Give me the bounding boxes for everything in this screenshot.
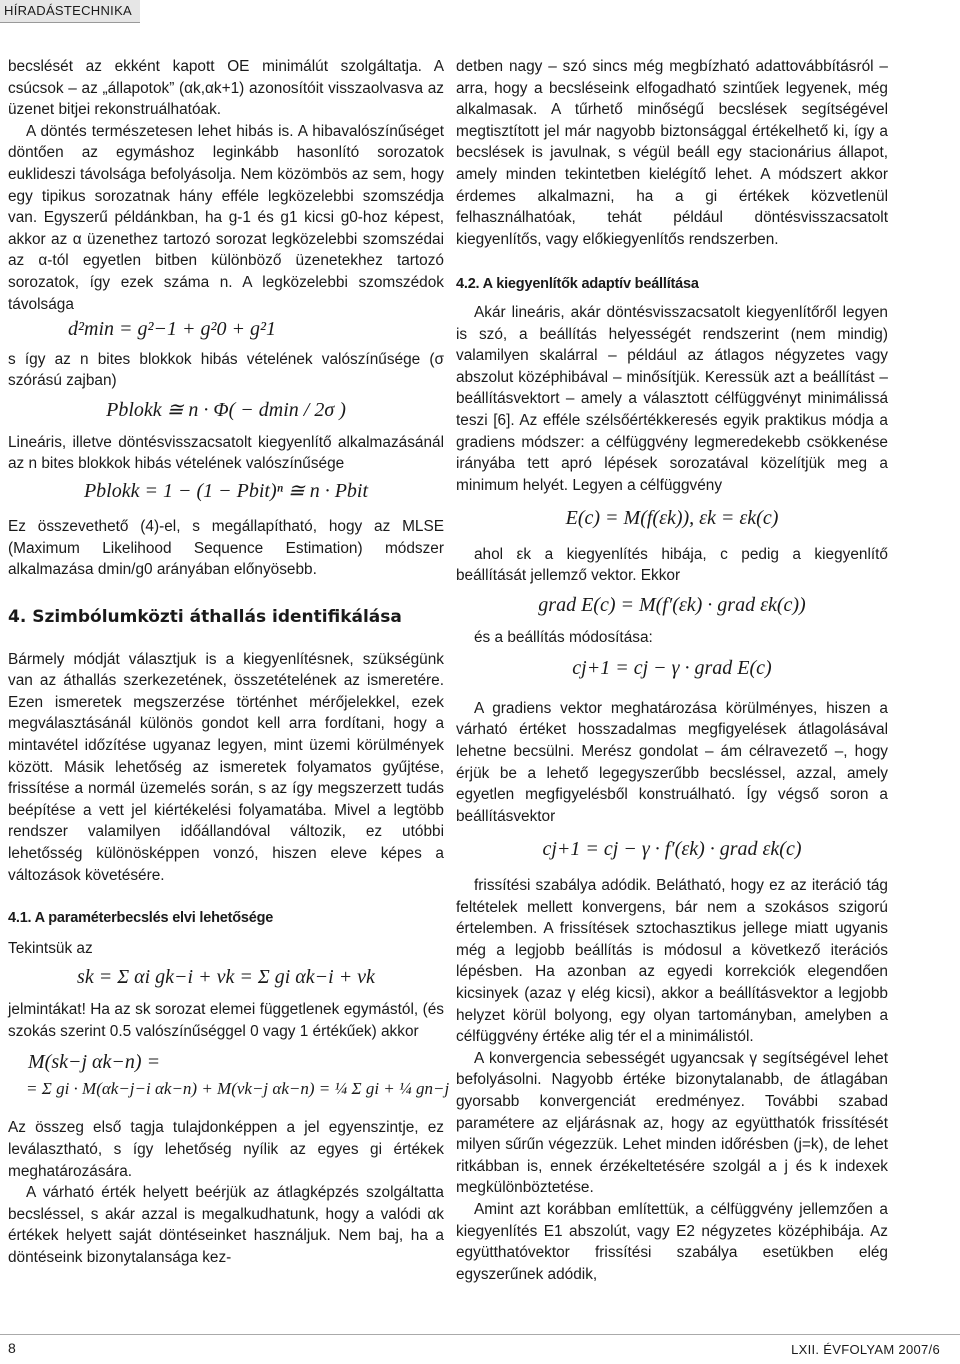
equation-pblokk-mlse: Pblokk ≅ n · Φ( − dmin / 2σ ) <box>106 398 346 421</box>
paragraph: Amint azt korábban említettük, a célfüggvény jellemzően a kiegyenlítés E1 abszolút, vagy E2 négyzetes középhibája. Az együtthatóvektor frissítési szabálya esetükben elég egyszerűnek adódik, <box>456 1200 888 1283</box>
paragraph: A gradiens vektor meghatározása körülményes, hiszen a várható értéket hosszadalmas megfigyelések átlagolásával lehetne becsülni. Merész gondolat – ám célravezető –, hogy érjük be a lehető legegyszerűbb becsléssel, azzal, amely egyetlen megfigyelésből konstruálható. Így végső soron a beállításvektor <box>456 699 888 825</box>
volume-label: LXII. ÉVFOLYAM 2007/6 <box>791 1342 940 1357</box>
paragraph: jelmintákat! Ha az sk sorozat elemei függetlenek egymástól, (és szokás szerint 0.5 valószínűséggel 0 vagy 1 értékűek) akkor <box>8 1000 444 1040</box>
equation-sk: sk = Σ αi gk−i + νk = Σ gi αk−i + νk <box>77 966 375 989</box>
paragraph: Tekintsük az <box>8 939 93 957</box>
paragraph: becslését az ekként kapott OE minimálút szolgáltatja. A csúcsok – az „állapotok” (αk,αk+1) azonosítóit visszaolvasva az üzenet bitjei rekonstruálhatóak. <box>8 58 444 119</box>
equation-dmin: d²min = g²−1 + g²0 + g²1 <box>68 318 276 341</box>
footer-rule <box>0 1334 960 1335</box>
equation-gradient: grad E(c) = M(f′(εk) · grad εk(c)) <box>538 594 806 617</box>
paragraph: Bármely módját választjuk is a kiegyenlítésnek, szükségünk van az áthallás szerkezetének, összetételének az ismeretére. Ezen ismeretek megszerzése történhet mérőjelekkel, ezek megválasztásánál különös gondot kell arra fordítani, hogy a mintavétel időzítése ugyanaz legyen, mint üzemi körülmények között. Másik lehetőség az ismeretek folyamatos gyűjtése, frissítése a normál üzemelés során, s az így megszerzett tudás beépítése a vett jel kiértékelési folyamatába. Mivel a legtöbb rendszer valamilyen időállandóval változik, ez utóbbi lehetősség különösképpen vonzó, hiszen eleve képes a változások követésére. <box>8 650 444 884</box>
left-column <box>8 56 450 1269</box>
running-header <box>0 0 960 24</box>
section-heading: 4. Szimbólumközti áthallás identifikálása <box>8 607 402 628</box>
subsection-heading: 4.2. A kiegyenlítők adaptív beállítása <box>456 276 699 293</box>
paragraph: Ez összevethető (4)-el, s megállapítható, hogy az MLSE (Maximum Likelihood Sequence Estimation) módszer alkalmazása dmin/g0 arányában előnyösebb. <box>8 518 444 579</box>
right-column <box>456 56 888 1285</box>
paragraph: A konvergencia sebességét ugyancsak γ segítségével lehet befolyásolni. Nagyobb értéke bizonytalanabb, de átlagában gyorsabb konvergenciát eredményez. További szabad paramétere az eljárásnak az, hogy az együtthatók frissítését milyen sűrűn végezzük. Lehet minden időrésben (j=k), de lehet ritkábban is, ennek érzékeltetésére szolgál a j és k indexek megkülönböztetése. <box>456 1049 888 1197</box>
paragraph: frissítési szabálya adódik. Belátható, hogy ez az iteráció tág feltételek mellett konvergens, bár nem a szokásos szigorú értelemben. A frissítések sztochasztikus jellege miatt ugyanis még a legjobb beállítás is módosul a következő iterációs lépésben. Ha azonban az egyedi korrekciók elegendően kicsinyek (azaz γ elég kicsi), akkor a beállításvektor a legjobb helyzet körül bolyong, egy olyan tartományban, amelyben a célfüggvény értéke alig tér el a minimálistól. <box>456 877 888 1046</box>
paragraph: A döntés természetesen lehet hibás is. A hibavalószínűséget döntően az egymáshoz leginkább hasonlító sorozatok euklideszi távolsága befolyásolja. Nem közömbös az sem, hogy egy tipikus sorozatnak hány efféle legközelebbi szomszédja van. Egyszerű példánkban, ha g-1 és g1 kicsi g0-hoz képest, akkor az α üzenethez tartozó sorozat legközelebbi szomszédai az α-tól egyetlen bitben különböző üzenetekhez tartozó sorozatok, így ezek száma n. A legközelebbi szomszédok távolsága <box>8 122 444 313</box>
journal-title: HÍRADÁSTECHNIKA <box>0 0 140 23</box>
page-number: 8 <box>8 1340 16 1356</box>
equation-update: cj+1 = cj − γ · grad E(c) <box>572 657 772 680</box>
equation-objective: E(c) = M(f(εk)), εk = εk(c) <box>565 507 779 530</box>
paragraph: Akár lineáris, akár döntésvisszacsatolt kiegyenlítőről legyen is szó, a beállítás helyességét rendszerint (nem mindig) valamilyen skalárral – például az átlagos négyzetes vagy abszolut középhibával – minősítjük. Keressük azt a beállítást – beállításvektort – amely a választott célfüggvényt minimálissá teszi [6]. Az efféle szélsőértékkeresés egyik praktikus módja a gradiens módszer: a célfüggvény legmeredekebb csökkenése irányába tett apró lépések sorozatával közelítjük meg a minimum helyét. Legyen a célfüggvény <box>456 303 888 494</box>
equation-update-stochastic: cj+1 = cj − γ · f′(εk) · grad εk(c) <box>542 838 802 861</box>
paragraph: A várható érték helyett beérjük az átlagképzés szolgáltatta becsléssel, s akár azzal is megalkudhatunk, hogy a valódi αk értékek helyett saját döntéseinket használjuk. Nem baj, ha a döntéseink bizonytalansága kez- <box>8 1184 444 1266</box>
subsection-heading: 4.1. A paraméterbecslés elvi lehetősége <box>8 910 274 927</box>
equation-expectation-1: M(sk−j αk−n) = <box>28 1051 161 1074</box>
paragraph: ahol εk a kiegyenlítés hibája, c pedig a kiegyenlítő beállítását jellemző vektor. Ekkor <box>456 545 888 585</box>
paragraph: detben nagy – szó sincs még megbízható adattovábbításról – arra, hogy a becsléseink elfogadható szintűek legyenek, még alkalmasak. A tűrhető minőségű becslések segítségével megtisztított jel már nagyobb biztonsággal értékelhető ki, így a becslések is javulnak, s végül beáll egy stacionárius állapot, amely minden tekintetben kielégítő lehet. A módszert akkor érdemes alkalmazni, ha a gi értékek közvetlenül felhasználhatóak, tehát például döntésvisszacsatolt kiegyenlítős, vagy előkiegyenlítős rendszerben. <box>456 58 888 248</box>
paragraph: és a beállítás módosítása: <box>474 628 653 646</box>
equation-expectation-2: = Σ gi · M(αk−j−i αk−n) + M(νk−j αk−n) = ¼ Σ gi + ¼ gn−j <box>26 1078 450 1098</box>
paragraph: Az összeg első tagja tulajdonképpen a jel egyenszintje, ez leválasztható, s így lehetőség nyílik az egyes gi értékek meghatározására. <box>8 1119 444 1180</box>
equation-pblokk-linear: Pblokk = 1 − (1 − Pbit)ⁿ ≅ n · Pbit <box>83 479 369 502</box>
paragraph: Lineáris, illetve döntésvisszacsatolt kiegyenlítő alkalmazásánál az n bites blokkok hibás vételének valószínűsége <box>8 433 444 473</box>
paragraph: s így az n bites blokkok hibás vételének valószínűsége (σ szórású zajban) <box>8 350 444 390</box>
